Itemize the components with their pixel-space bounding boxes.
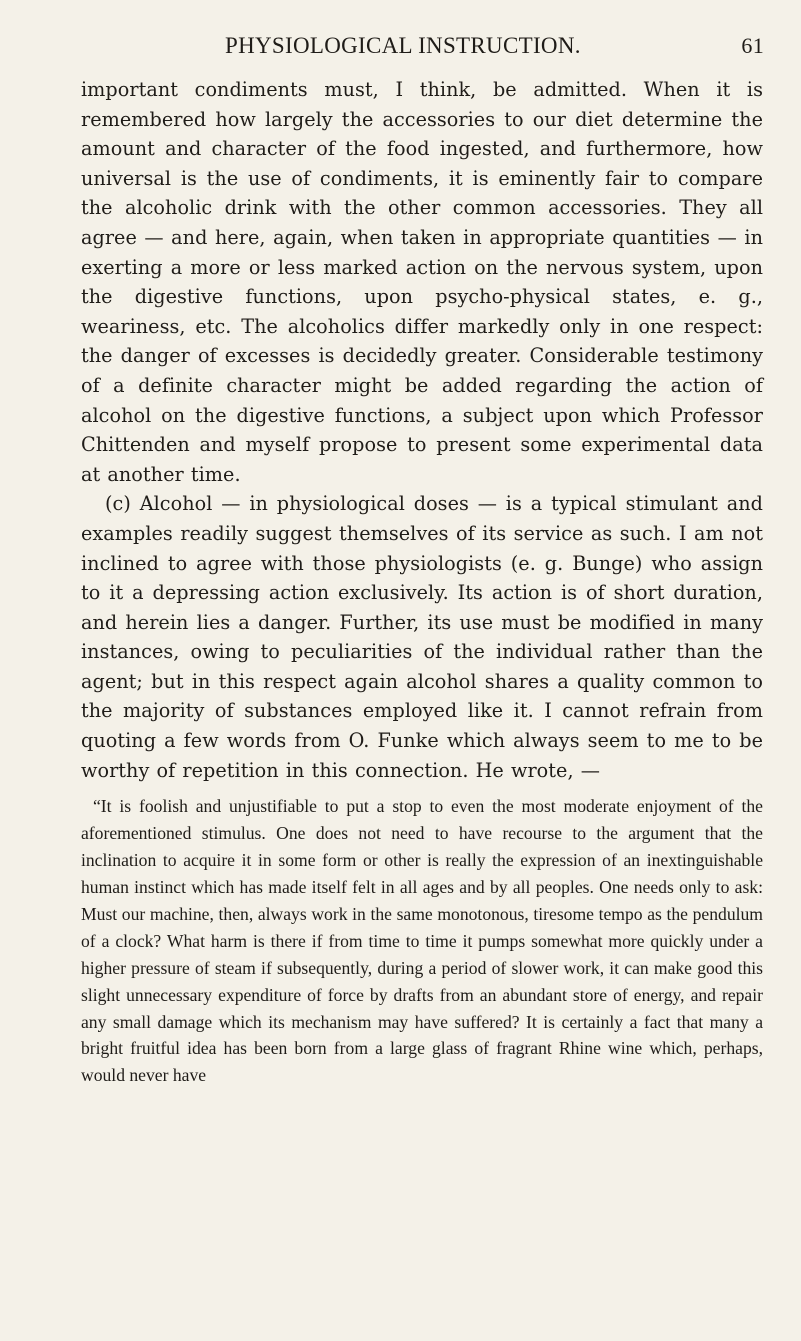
quoted-passage — [81, 793, 763, 1089]
running-head: PHYSIOLOGICAL INSTRUCTION. — [225, 33, 581, 58]
page-number: 61 — [741, 33, 764, 58]
paragraph-condiments: important condiments must, I think, be admitted. When it is remembered how largely the accessories to our diet determine the amount and character of the food ingested, and furthermore, how universal is the use of condiments, it is eminently fair to compare the alcoholic drink with the other common accessories. They all agree — and here, again, when taken in appropriate quantities — in exerting a more or less marked action on the nervous system, upon the digestive functions, upon psycho-physical states, e. g., weariness, etc. The alcoholics differ markedly only in one respect: the danger of excesses is decidedly greater. Considerable testimony of a definite character might be added regarding the action of alcohol on the digestive functions, a subject upon which Professor Chittenden and myself propose to present some experimental data at another time. — [81, 78, 763, 486]
paragraph-alcohol-stimulant: (c) Alcohol — in physiological doses — is a typical stimulant and examples readily suggest themselves of its service as such. I am not inclined to agree with those physiologists (e. g. Bunge) who assign to it a depressing action exclusively. Its action is of short duration, and herein lies a danger. Further, its use must be modified in many instances, owing to peculiarities of the individual rather than the agent; but in this respect again alcohol shares a quality common to the majority of substances employed like it. I cannot refrain from quoting a few words from O. Funke which always seem to me to be worthy of repetition in this connection. He wrote, — — [81, 492, 763, 782]
quote-text: “It is foolish and unjustifiable to put a stop to even the most moderate enjoyment of the aforementioned stimulus. One does not need to have recourse to the argument that the inclination to acquire it in some form or other is really the expression of an inextinguishable human instinct which has made itself felt in all ages and by all peoples. One needs only to ask: Must our machine, then, always work in the same monotonous, tiresome tempo as the pendulum of a clock? What harm is there if from time to time it pumps somewhat more quickly under a higher pressure of steam if subsequently, during a period of slower work, it can make good this slight unnecessary expenditure of force by drafts from an abundant store of energy, and repair any small damage which its mechanism may have suffered? It is certainly a fact that many a bright fruitful idea has been born from a large glass of fragrant Rhine wine which, perhaps, would never have — [81, 796, 763, 1086]
page-header — [81, 33, 764, 65]
body-text — [81, 75, 763, 785]
